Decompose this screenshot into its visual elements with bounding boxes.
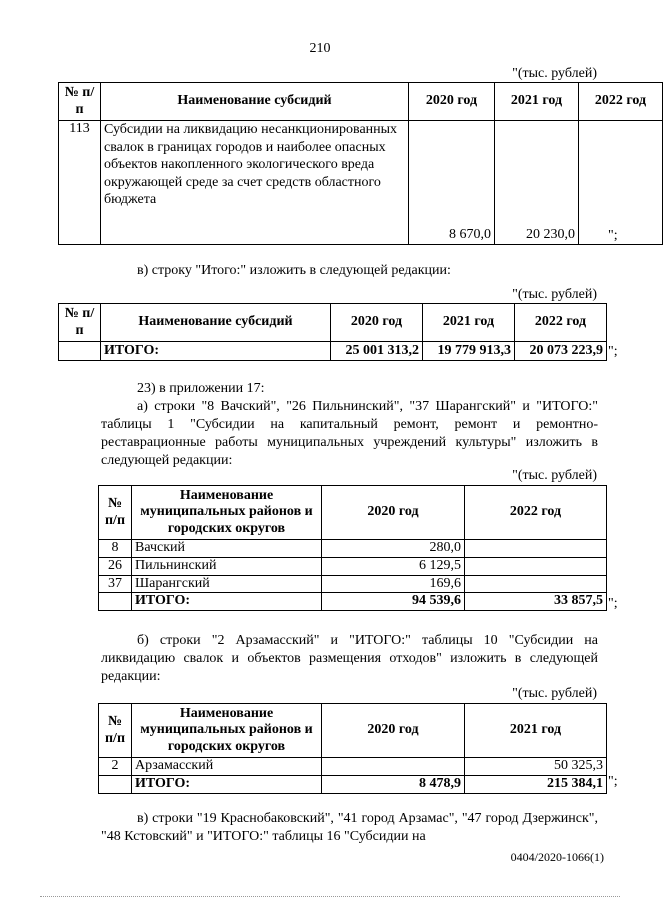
row-num: 2 bbox=[99, 758, 132, 776]
row-2021: 50 325,3 bbox=[465, 758, 607, 776]
row-name: Арзамасский bbox=[132, 758, 322, 776]
row-name: Пильнинский bbox=[132, 557, 322, 575]
row-2020 bbox=[322, 758, 465, 776]
table-row bbox=[99, 540, 607, 558]
row-2020: 25 001 313,2 bbox=[331, 342, 423, 361]
unit-label-2: "(тыс. рублей) bbox=[512, 287, 597, 302]
row-name: Шарангский bbox=[132, 575, 322, 593]
table-row bbox=[59, 342, 607, 361]
header-2020: 2020 год bbox=[322, 704, 465, 758]
row-2020: 169,6 bbox=[322, 575, 465, 593]
row-2020: 94 539,6 bbox=[322, 593, 465, 611]
closing-quote-1: "; bbox=[608, 228, 618, 243]
paragraph-b: б) строки "2 Арзамасский" и "ИТОГО:" таблицы 10 "Субсидии на ликвидацию свалок и объектов размещения отходов" изложить в следующей редакции: bbox=[101, 633, 598, 684]
header-name: Наименование субсидий bbox=[101, 83, 409, 121]
row-2022: 20 073 223,9 bbox=[515, 342, 607, 361]
header-name: Наименование субсидий bbox=[101, 304, 331, 342]
row-2020: 8 670,0 bbox=[409, 121, 495, 245]
header-2022: 2022 год bbox=[579, 83, 663, 121]
header-2020: 2020 год bbox=[331, 304, 423, 342]
waste-subsidies-table bbox=[98, 703, 607, 794]
table-row bbox=[99, 557, 607, 575]
header-num: № п/п bbox=[59, 304, 101, 342]
row-num bbox=[99, 775, 132, 793]
header-2020: 2020 год bbox=[409, 83, 495, 121]
page-number: 210 bbox=[309, 41, 331, 56]
row-2021: 19 779 913,3 bbox=[423, 342, 515, 361]
paragraph-23: 23) в приложении 17: bbox=[137, 381, 265, 396]
row-2022 bbox=[465, 540, 607, 558]
header-2020: 2020 год bbox=[322, 486, 465, 540]
row-2021: 215 384,1 bbox=[465, 775, 607, 793]
table-row bbox=[99, 758, 607, 776]
row-name: Вачский bbox=[132, 540, 322, 558]
row-2022 bbox=[465, 557, 607, 575]
header-name: Наименование муниципальных районов и городских округов bbox=[132, 486, 322, 540]
row-2020: 280,0 bbox=[322, 540, 465, 558]
unit-label-3: "(тыс. рублей) bbox=[512, 468, 597, 483]
row-num: 26 bbox=[99, 557, 132, 575]
closing-quote-3: "; bbox=[608, 596, 618, 611]
row-name: Субсидии на ликвидацию несанкционированных свалок в границах городов и наиболее опасных объектов накопленного экологического вреда окружающей среде за счет средств областного бюджета bbox=[101, 121, 409, 245]
table-row bbox=[99, 593, 607, 611]
closing-quote-2: "; bbox=[608, 344, 618, 359]
paragraph-v: в) строку "Итого:" изложить в следующей редакции: bbox=[137, 263, 451, 278]
row-name: ИТОГО: bbox=[132, 593, 322, 611]
header-num: № п/п bbox=[99, 486, 132, 540]
row-num: 37 bbox=[99, 575, 132, 593]
closing-quote-4: "; bbox=[608, 774, 618, 789]
document-code: 0404/2020-1066(1) bbox=[510, 850, 604, 864]
subsidies-total-table bbox=[58, 303, 607, 361]
culture-subsidies-table bbox=[98, 485, 607, 611]
table-row bbox=[59, 121, 663, 245]
table-row bbox=[99, 575, 607, 593]
row-num bbox=[99, 593, 132, 611]
subsidies-table-113 bbox=[58, 82, 663, 245]
table-row bbox=[99, 775, 607, 793]
row-2022 bbox=[465, 575, 607, 593]
row-num bbox=[59, 342, 101, 361]
row-name: ИТОГО: bbox=[101, 342, 331, 361]
row-2020: 6 129,5 bbox=[322, 557, 465, 575]
row-name: ИТОГО: bbox=[132, 775, 322, 793]
scan-artifact-line bbox=[40, 896, 620, 898]
paragraph-a: а) строки "8 Вачский", "26 Пильнинский", "37 Шарангский" и "ИТОГО:" таблицы 1 "Субсидии на капитальный ремонт, ремонт и ремонтно-реставрационные работы муниципальных учреждений культуры" изложить в следующей редакции: bbox=[101, 399, 598, 468]
header-2021: 2021 год bbox=[495, 83, 579, 121]
row-num: 113 bbox=[59, 121, 101, 245]
header-2022: 2022 год bbox=[515, 304, 607, 342]
header-num: № п/п bbox=[99, 704, 132, 758]
paragraph-v2: в) строки "19 Краснобаковский", "41 город Арзамас", "47 город Дзержинск", "48 Кстовский" и "ИТОГО:" таблицы 16 "Субсидии на bbox=[101, 811, 598, 844]
row-2020: 8 478,9 bbox=[322, 775, 465, 793]
row-2021: 20 230,0 bbox=[495, 121, 579, 245]
header-2021: 2021 год bbox=[423, 304, 515, 342]
header-2022: 2022 год bbox=[465, 486, 607, 540]
row-num: 8 bbox=[99, 540, 132, 558]
header-num: № п/п bbox=[59, 83, 101, 121]
unit-label-1: "(тыс. рублей) bbox=[512, 66, 597, 81]
unit-label-4: "(тыс. рублей) bbox=[512, 686, 597, 701]
row-2022: 33 857,5 bbox=[465, 593, 607, 611]
row-2022 bbox=[579, 121, 663, 245]
header-2021: 2021 год bbox=[465, 704, 607, 758]
header-name: Наименование муниципальных районов и городских округов bbox=[132, 704, 322, 758]
